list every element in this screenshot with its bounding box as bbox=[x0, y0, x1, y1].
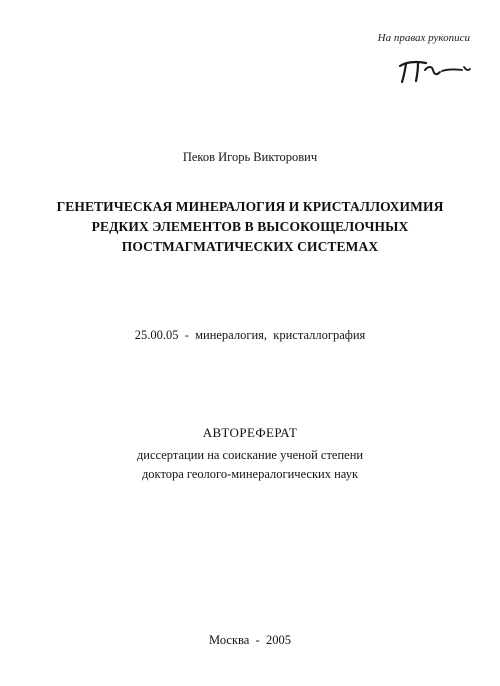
title-line: ГЕНЕТИЧЕСКАЯ МИНЕРАЛОГИЯ И КРИСТАЛЛОХИМИЯ bbox=[56, 199, 444, 214]
handwritten-signature bbox=[392, 52, 482, 86]
place-and-year: Москва - 2005 bbox=[209, 633, 291, 647]
rights-notice: На правах рукописи bbox=[377, 32, 470, 44]
abstract-description bbox=[0, 446, 500, 484]
abstract-line: диссертации на соискание ученой степени bbox=[136, 448, 364, 462]
dissertation-title bbox=[20, 197, 480, 257]
author-name: Пеков Игорь Викторович bbox=[182, 150, 318, 164]
abstract-heading: АВТОРЕФЕРАТ bbox=[202, 425, 298, 440]
title-line: ПОСТМАГМАТИЧЕСКИХ СИСТЕМАХ bbox=[121, 239, 379, 254]
title-line: РЕДКИХ ЭЛЕМЕНТОВ В ВЫСОКОЩЕЛОЧНЫХ bbox=[91, 219, 409, 234]
abstract-line: доктора геолого-минералогических наук bbox=[141, 467, 359, 481]
specialty-code: 25.00.05 - минералогия, кристаллография bbox=[134, 328, 366, 342]
